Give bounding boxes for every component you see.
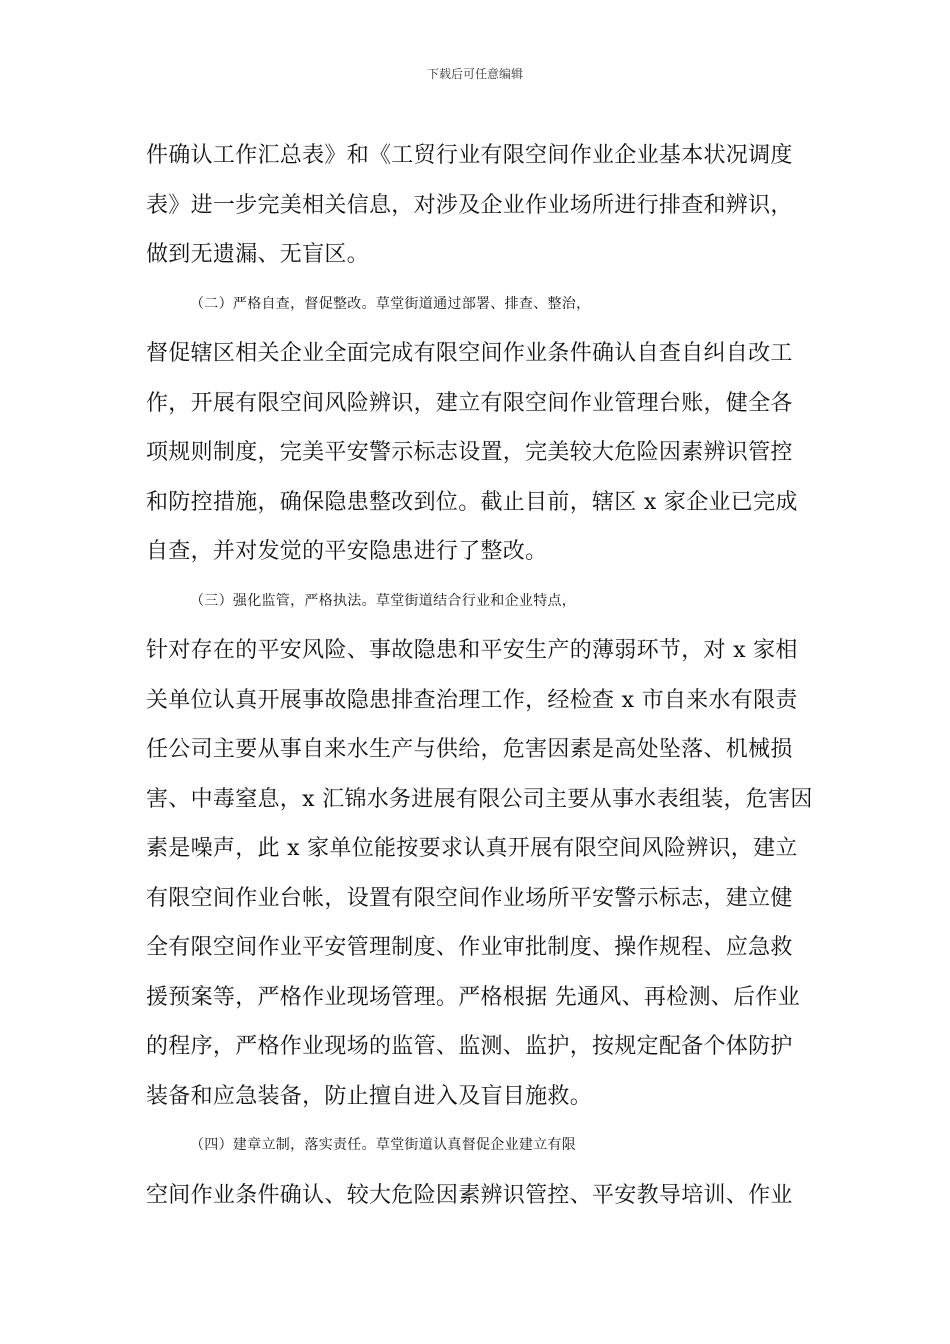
paragraph-line: 针对存在的平安风险、事故隐患和平安生产的薄弱环节，对 x 家相	[146, 638, 798, 663]
paragraph-line: 项规则制度，完美平安警示标志设置，完美较大危险因素辨识管控	[146, 440, 793, 465]
paragraph-line: 素是噪声，此 x 家单位能按要求认真开展有限空间风险辨识，建立	[146, 836, 798, 861]
paragraph-line: 和防控措施，确保隐患整改到位。截止目前，辖区 x 家企业已完成	[146, 489, 798, 515]
paragraph-line: 的程序，严格作业现场的监管、监测、监护，按规定配备个体防护	[146, 1034, 793, 1059]
paragraph-line: 自查，并对发觉的平安隐患进行了整改。	[146, 539, 548, 564]
paragraph-line: 援预案等，严格作业现场管理。严格根据 先通风、再检测、后作业	[146, 984, 800, 1010]
paragraph-line: 害、中毒窒息，x 汇锦水务进展有限公司主要从事水表组装，危害因	[146, 786, 813, 812]
paragraph-line: 做到无遗漏、无盲区。	[146, 242, 370, 267]
paragraph-line: 表》进一步完美相关信息，对涉及企业作业场所进行排查和辨识，	[146, 192, 793, 218]
paragraph-first-line: （二）严格自查，督促整改。草堂街道通过部署、排查、整治，	[190, 295, 591, 312]
paragraph-line: 空间作业条件确认、较大危险因素辨识管控、平安教导培训、作业	[146, 1182, 793, 1208]
paragraph-line: 有限空间作业台帐，设置有限空间作业场所平安警示标志，建立健	[146, 885, 793, 911]
paragraph-line: 关单位认真开展事故隐患排查治理工作，经检查 x 市自来水有限责	[146, 687, 798, 713]
paragraph-line: 任公司主要从事自来水生产与供给，危害因素是高处坠落、机械损	[146, 737, 793, 762]
page-header: 下载后可任意编辑	[426, 67, 523, 81]
paragraph-line: 作，开展有限空间风险辨识，建立有限空间作业管理台账，健全各	[146, 390, 793, 416]
paragraph-line: 全有限空间作业平安管理制度、作业审批制度、操作规程、应急救	[146, 935, 793, 960]
paragraph-line: 督促辖区相关企业全面完成有限空间作业条件确认自查自纠自改工	[146, 341, 793, 366]
paragraph-first-line: （三）强化监管，严格执法。草堂街道结合行业和企业特点，	[190, 592, 577, 609]
paragraph-line: 件确认工作汇总表》和《工贸行业有限空间作业企业基本状况调度	[146, 143, 793, 168]
document-body	[146, 131, 826, 1220]
paragraph-line: 装备和应急装备，防止擅自进入及盲目施救。	[146, 1083, 593, 1109]
paragraph-first-line: （四）建章立制，落实责任。草堂街道认真督促企业建立有限	[190, 1137, 577, 1153]
